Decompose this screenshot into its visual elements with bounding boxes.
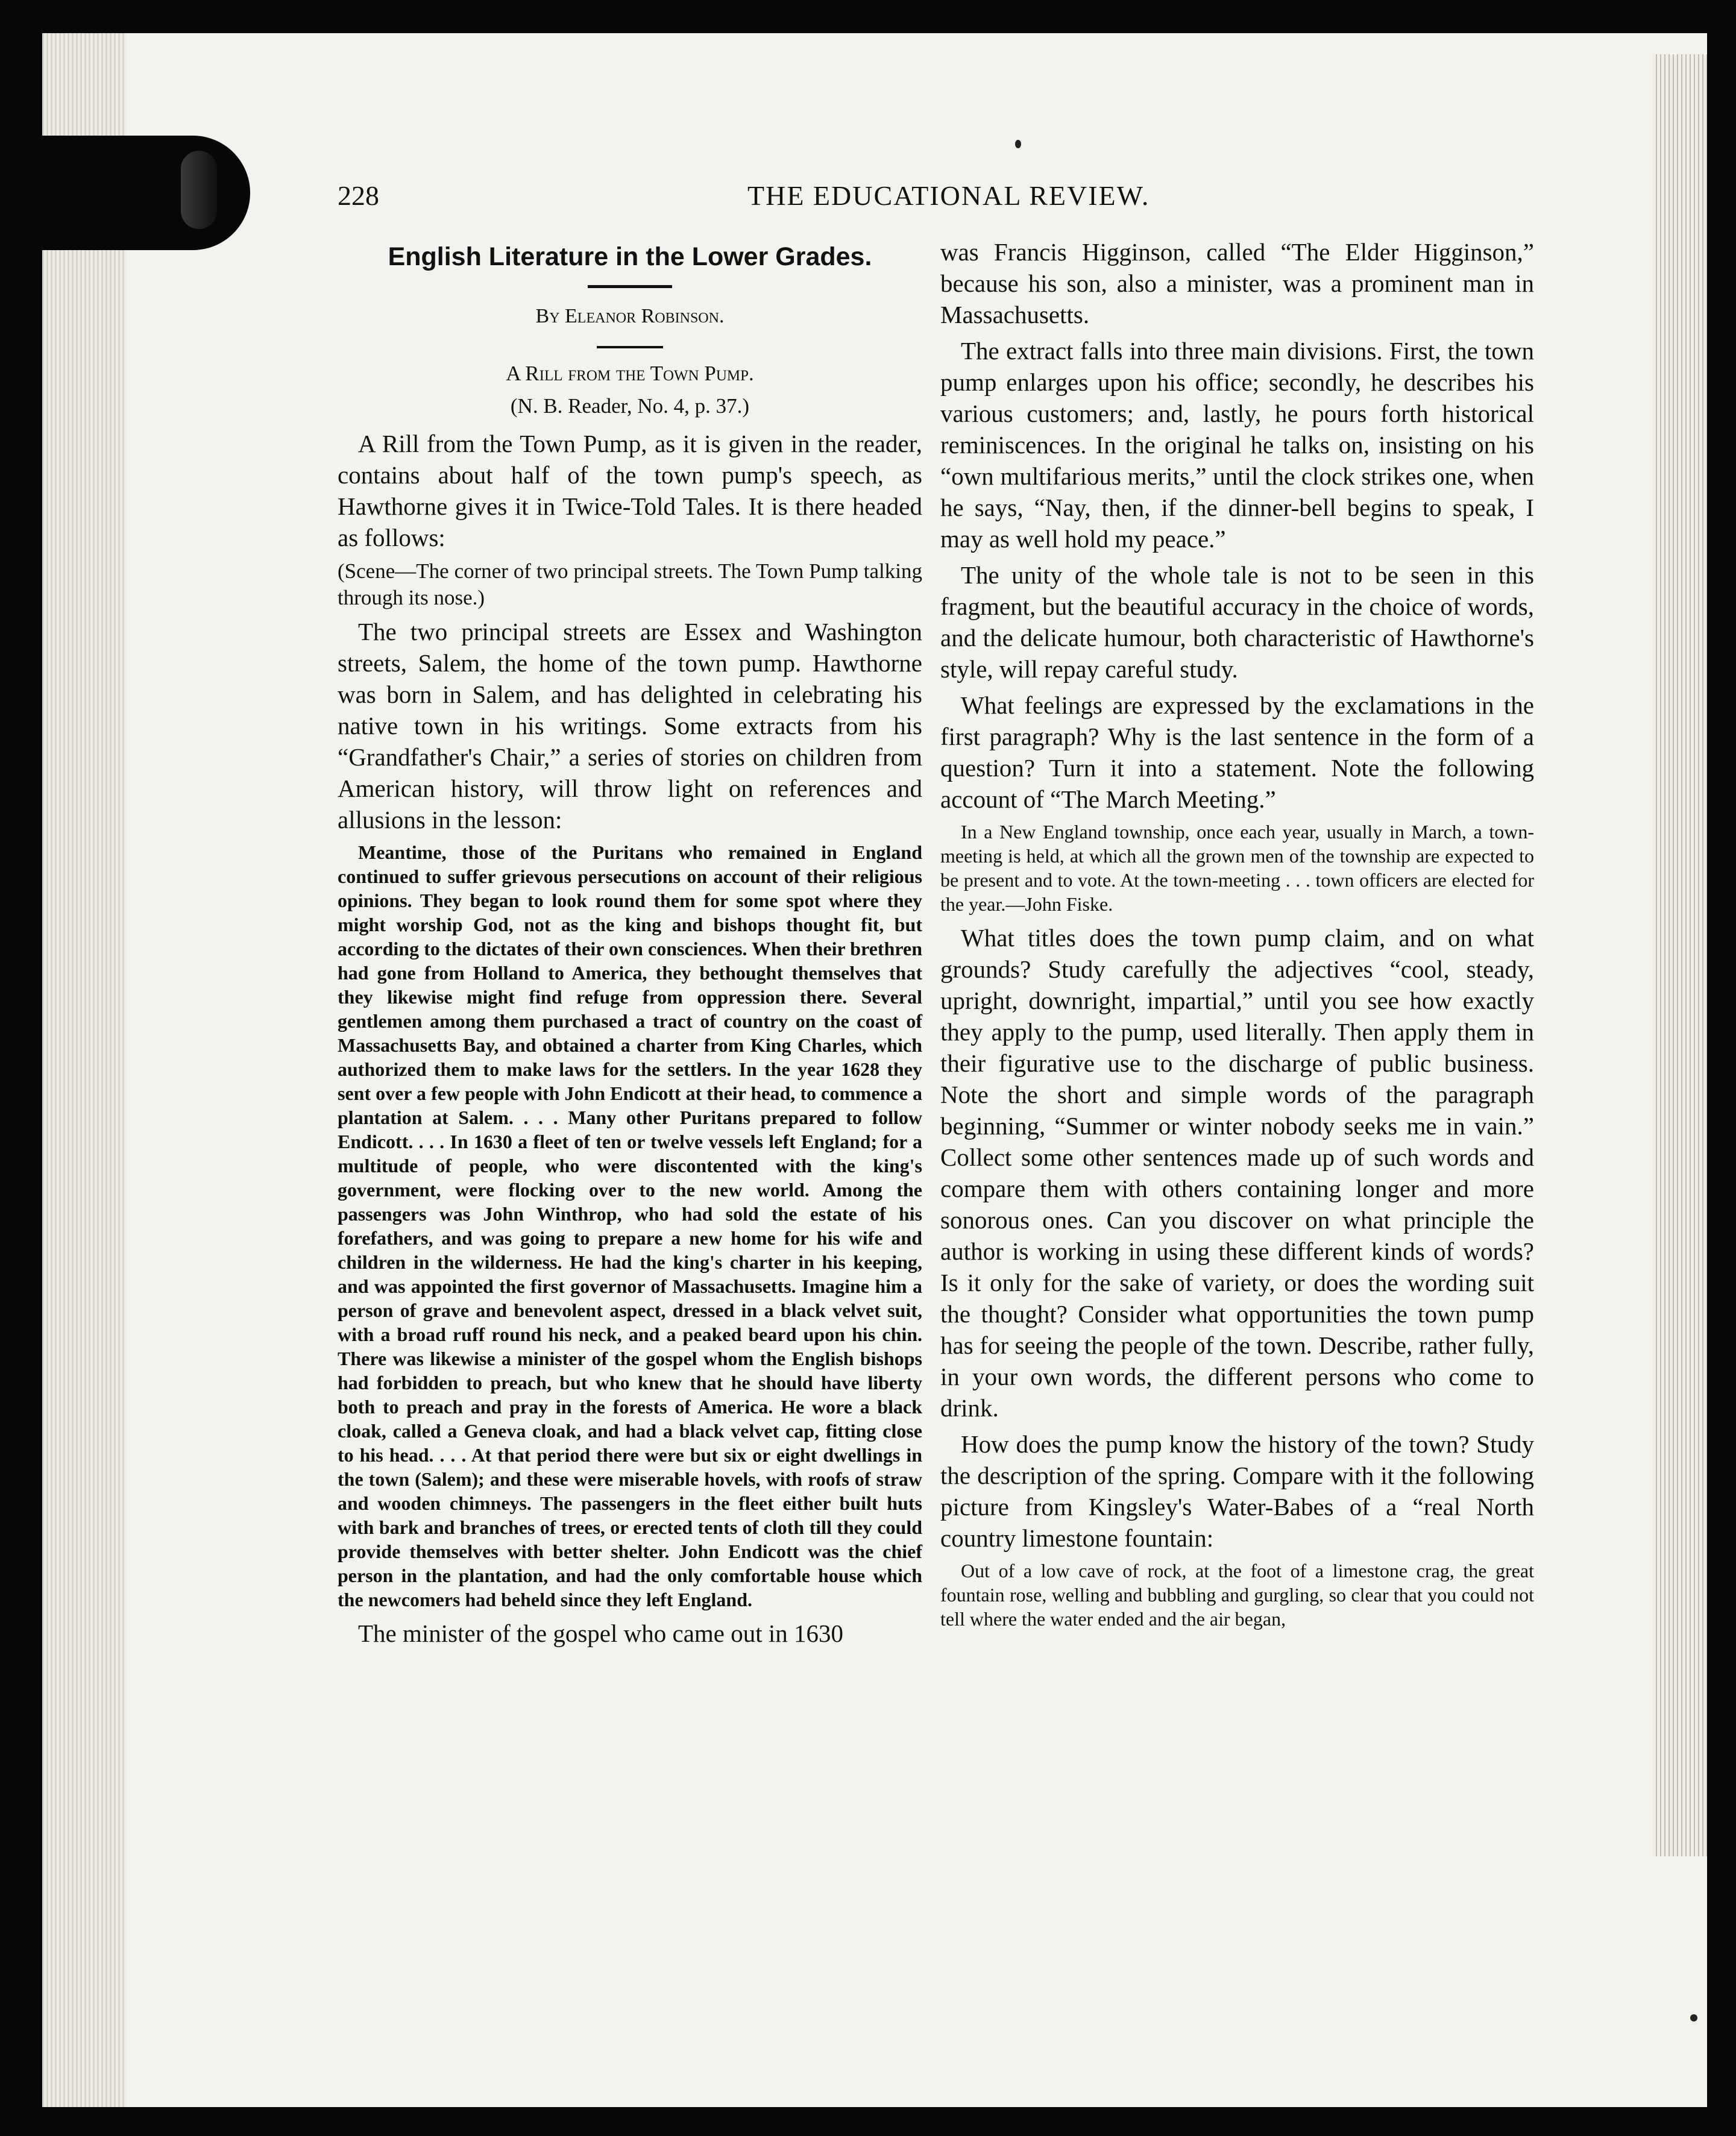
paragraph: was Francis Higginson, called “The Elder Higginson,” because his son, also a minister, was a prominent man in Massachusetts. [940, 238, 1534, 328]
left-column-body [338, 428, 922, 1649]
scan-border-right [1707, 0, 1736, 2136]
paragraph: (Scene—The corner of two principal streets. The Town Pump talking through its nose.) [338, 559, 922, 609]
paragraph: The two principal streets are Essex and Washington streets, Salem, the home of the town pump. Hawthorne was born in Salem, and has delighted in celebrating his native town in his writings. Some extracts from his “Grandfather's Chair,” a series of stories on children from American history, will throw light on references and allusions in the lesson: [338, 618, 922, 834]
scan-speck [1015, 140, 1021, 148]
scan-border-top [0, 0, 1736, 33]
journal-title: THE EDUCATIONAL REVIEW. [747, 180, 1150, 211]
byline-rule [597, 346, 663, 348]
scanner-thumb-highlight [181, 151, 217, 229]
paragraph: Out of a low cave of rock, at the foot of a limestone crag, the great fountain rose, welling and bubbling and gurgling, so clear that you could not tell where the water ended and the air began, [940, 1560, 1534, 1630]
scanner-thumb-shadow [42, 136, 250, 250]
paragraph: The extract falls into three main divisions. First, the town pump enlarges upon his office; secondly, he describes his various customers; and, lastly, he pours forth historical reminiscences. In the original he talks on, insisting on his “own multifarious merits,” until the clock strikes one, when he says, “Nay, then, if the dinner-bell begins to speak, I may as well hold my peace.” [940, 337, 1534, 553]
byline: By Eleanor Robinson. [535, 305, 725, 327]
paragraph: In a New England township, once each year, usually in March, a town-meeting is held, at which all the grown men of the township are expected to be present and to vote. At the town-meeting . . . town officers are elected for the year.—John Fiske. [940, 821, 1534, 915]
source-reference: (N. B. Reader, No. 4, p. 37.) [510, 394, 750, 418]
page-number: 228 [338, 180, 379, 211]
scan-border-left [0, 0, 42, 2136]
paragraph: How does the pump know the history of the town? Study the description of the spring. Compare with it the following picture from Kingsley's Water-Babes of a “real North country limestone fountain: [940, 1430, 1534, 1552]
running-head [338, 180, 1543, 216]
paragraph: The minister of the gospel who came out in 1630 [358, 1619, 844, 1647]
paragraph: What feelings are expressed by the exclamations in the first paragraph? Why is the last sentence in the form of a question? Turn it into a statement. Note the following account of “The March Meeting.” [940, 691, 1534, 813]
book-page-edges-left [42, 33, 127, 2107]
right-column-body [940, 236, 1534, 1631]
left-column [338, 236, 922, 1654]
title-rule [588, 285, 672, 288]
paragraph: The unity of the whole tale is not to be seen in this fragment, but the beautiful accuracy in the choice of words, and the delicate humour, both characteristic of Hawthorne's style, will repay careful study. [940, 561, 1534, 683]
paragraph: Meantime, those of the Puritans who remained in England continued to suffer grievous persecutions on account of their religious opinions. They began to look round them for some spot where they might worship God, not as the king and bishops thought fit, but according to the dictates of their own consciences. When their brethren had gone from Holland to America, they bethought themselves that they likewise might find refuge from oppression there. Several gentlemen among them purchased a tract of country on the coast of Massachusetts Bay, and obtained a charter from King Charles, which authorized them to make laws for the settlers. In the year 1628 they sent over a few people with John Endicott at their head, to commence a plantation at Salem. . . . Many other Puritans prepared to follow Endicott. . . . In 1630 a fleet of ten or twelve vessels left England; for a multitude of people, who were discontented with the king's government, were flocking over to the new world. Among the passengers was John Winthrop, who had sold the estate of his forefathers, and was going to prepare a new home for his wife and children in the wilderness. He had the king's charter in his keeping, and was appointed the first governor of Massachusetts. Imagine him a person of grave and benevolent aspect, dressed in a black velvet suit, with a broad ruff round his neck, and a peaked beard upon his chin. There was likewise a minister of the gospel whom the English bishops had forbidden to preach, but who knew that he should have liberty both to preach and pray in the forests of America. He wore a black cloak, called a Geneva cloak, and had a black velvet cap, fitting close to his head. . . . At that period there were but six or eight dwellings in the town (Salem); and these were miserable hovels, with roofs of straw and wooden chimneys. The passengers in the fleet either built huts with bark and branches of trees, or erected tents of cloth till they could provide themselves with better shelter. John Endicott was the chief person in the plantation, and had the only comfortable house which the newcomers had beheld since they left England. [338, 841, 922, 1610]
section-title: A Rill from the Town Pump. [506, 362, 754, 385]
right-column [940, 236, 1534, 1637]
paragraph: A Rill from the Town Pump, as it is given in the reader, contains about half of the town pump's speech, as Hawthorne gives it in Twice-Told Tales. It is there headed as follows: [338, 430, 922, 551]
scan-border-bottom [0, 2107, 1736, 2136]
paragraph: What titles does the town pump claim, and on what grounds? Study carefully the adjectives “cool, steady, upright, downright, impartial,” until you see how exactly they apply to the pump, used literally. Then apply them in their figurative use to the discharge of public business. Note the short and simple words of the paragraph beginning, “Summer or winter nobody seeks me in vain.” Collect some other sentences made up of such words and compare them with others containing longer and more sonorous ones. Can you discover on what principle the author is working in using these different kinds of words? Is it only for the sake of variety, or does the wording suit the thought? Consider what opportunities the town pump has for seeing the people of the town. Describe, rather fully, in your own words, the different persons who come to drink. [940, 924, 1534, 1422]
scan-speck [1690, 2014, 1697, 2021]
book-page-edges-right [1653, 54, 1707, 1856]
article-title: English Literature in the Lower Grades. [388, 242, 872, 271]
